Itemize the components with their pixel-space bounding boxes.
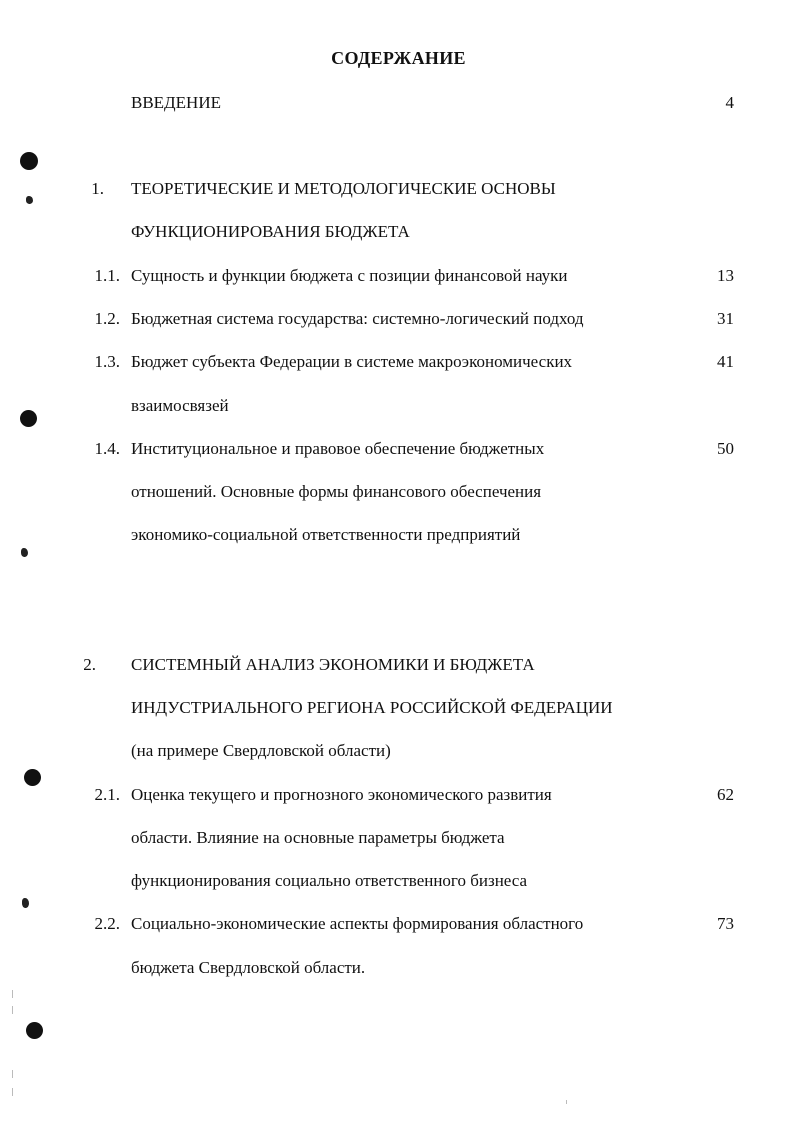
- binder-hole-mark: [26, 1022, 43, 1039]
- toc-entry-text: СИСТЕМНЫЙ АНАЛИЗ ЭКОНОМИКИ И БЮДЖЕТА: [131, 655, 535, 674]
- scan-edge-mark: [12, 1088, 13, 1096]
- toc-entry-text: Социально-экономические аспекты формирования областного: [131, 914, 584, 933]
- toc-entry-text: ВВЕДЕНИЕ: [131, 93, 221, 112]
- toc-entry-text: функционирования социально ответственного бизнеса: [131, 871, 528, 890]
- binder-hole-mark: [20, 410, 37, 427]
- toc-page-number: 41: [717, 352, 734, 371]
- toc-entry-number: 1.1.: [94, 266, 120, 285]
- scan-edge-mark: [12, 1070, 13, 1078]
- toc-entry-text: взаимосвязей: [131, 396, 229, 415]
- scan-speck-mark: [26, 196, 33, 204]
- binder-hole-mark: [20, 152, 38, 170]
- toc-entry-number: 2.1.: [94, 785, 120, 804]
- scan-speck-mark: [22, 898, 29, 908]
- toc-entry-text: Бюджетная система государства: системно-логический подход: [131, 309, 584, 328]
- toc-entry-text: Сущность и функции бюджета с позиции финансовой науки: [131, 266, 568, 285]
- scan-edge-mark: [12, 990, 13, 998]
- toc-entry-text: отношений. Основные формы финансового обеспечения: [131, 482, 542, 501]
- page-title: СОДЕРЖАНИЕ: [331, 48, 466, 68]
- toc-entry-text: Институциональное и правовое обеспечение бюджетных: [131, 439, 545, 458]
- scan-speck-mark: [21, 548, 28, 557]
- toc-entry-text: Бюджет субъекта Федерации в системе макроэкономических: [131, 352, 573, 371]
- toc-page-number: 62: [717, 785, 734, 804]
- toc-entry-text: ТЕОРЕТИЧЕСКИЕ И МЕТОДОЛОГИЧЕСКИЕ ОСНОВЫ: [131, 179, 556, 198]
- toc-entry-number: 1.: [91, 179, 104, 198]
- toc-entry-number: 2.2.: [94, 914, 120, 933]
- scan-edge-mark: [12, 1006, 13, 1014]
- toc-page-number: 50: [717, 439, 734, 458]
- toc-entry-number: 1.4.: [94, 439, 120, 458]
- toc-entry-text: (на примере Свердловской области): [131, 741, 391, 760]
- toc-page-number: 73: [717, 914, 734, 933]
- binder-hole-mark: [24, 769, 41, 786]
- toc-page-number: 13: [717, 266, 734, 285]
- toc-page-number: 31: [717, 309, 734, 328]
- toc-entry-number: 1.3.: [94, 352, 120, 371]
- toc-entry-text: ФУНКЦИОНИРОВАНИЯ БЮДЖЕТА: [131, 222, 410, 241]
- toc-entry-text: Оценка текущего и прогнозного экономического развития: [131, 785, 552, 804]
- toc-entry-text: ИНДУСТРИАЛЬНОГО РЕГИОНА РОССИЙСКОЙ ФЕДЕРАЦИИ: [131, 698, 613, 717]
- toc-entry-text: области. Влияние на основные параметры бюджета: [131, 828, 505, 847]
- toc-page-number: 4: [725, 93, 734, 112]
- toc-entry-number: 2.: [83, 655, 96, 674]
- toc-entry-text: бюджета Свердловской области.: [131, 958, 366, 977]
- toc-entry-number: 1.2.: [94, 309, 120, 328]
- toc-entry-text: экономико-социальной ответственности предприятий: [131, 525, 521, 544]
- scan-edge-mark: [566, 1100, 567, 1104]
